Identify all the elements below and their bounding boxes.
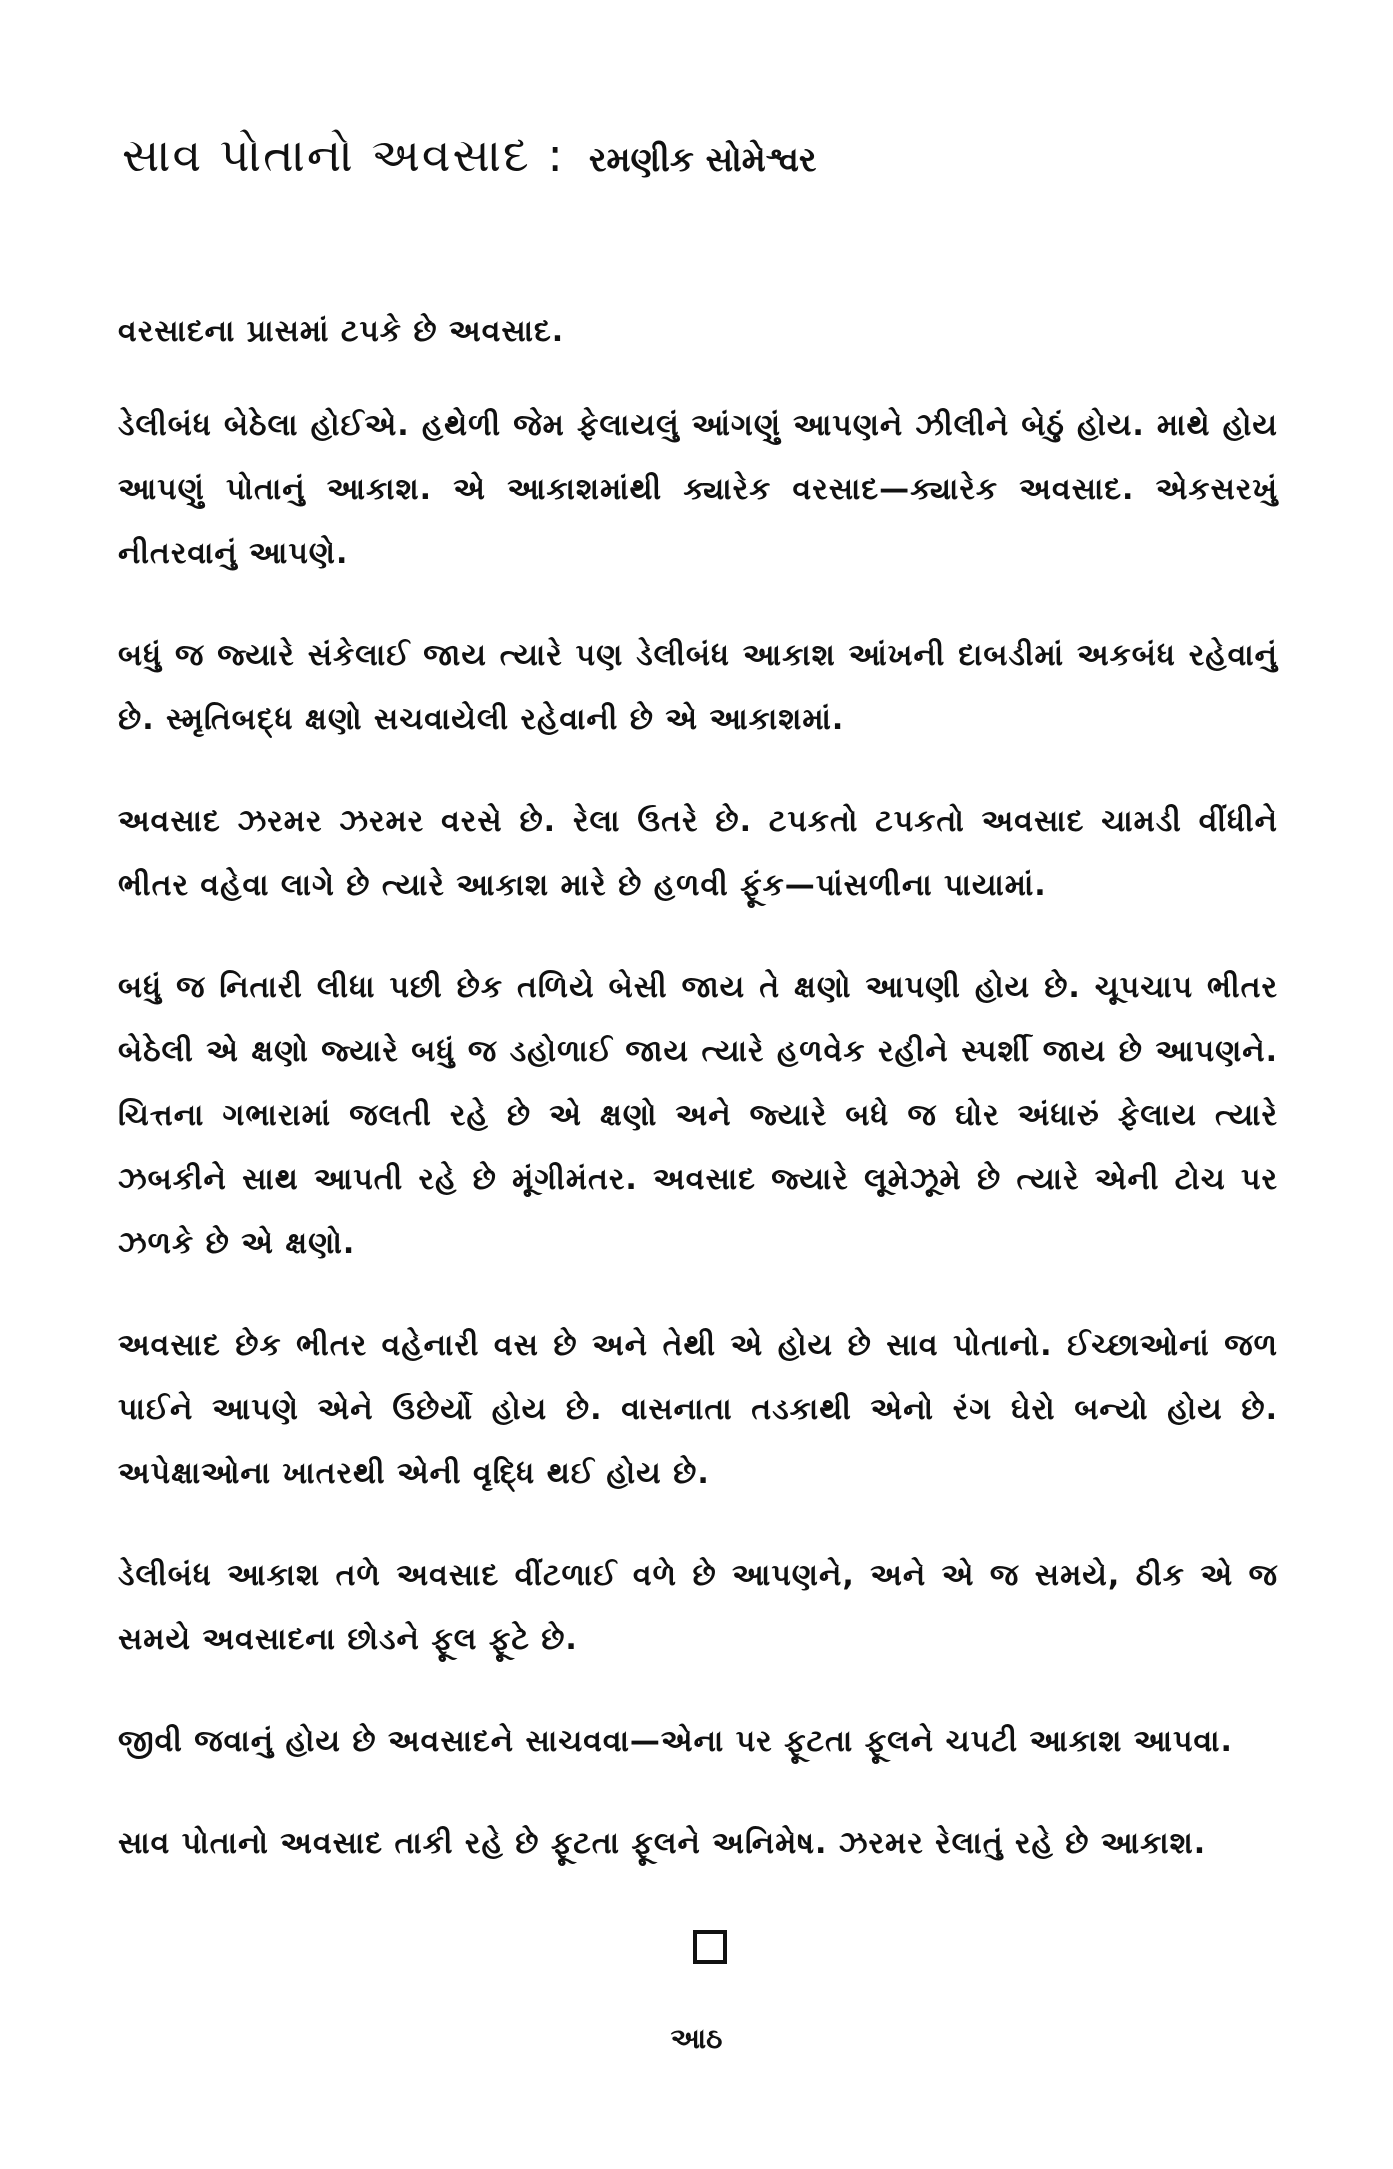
paragraph: ડેલીબંધ આકાશ તળે અવસાદ વીંટળાઈ વળે છે આપણને, અને એ જ સમયે, ઠીક એ જ સમયે અવસાદના છોડને ફૂલ ફૂટે છે.	[118, 1558, 1278, 1657]
page-number: આઠ	[670, 2022, 723, 2055]
paragraph: જીવી જવાનું હોય છે અવસાદને સાચવવા—એના પર ફૂટતા ફૂલને ચપટી આકાશ આપવા.	[118, 1724, 1233, 1759]
paragraph: બધું જ જ્યારે સંકેલાઈ જાય ત્યારે પણ ડેલીબંધ આકાશ આંખની દાબડીમાં અકબંધ રહેવાનું છે. સ્મૃતિબદ્ધ ક્ષણો સચવાયેલી રહેવાની છે એ આકાશમાં.	[118, 638, 1278, 737]
author-name: રમણીક સોમેશ્વર	[588, 140, 817, 180]
paragraph: અવસાદ ઝરમર ઝરમર વરસે છે. રેલા ઉતરે છે. ટપકતો ટપકતો અવસાદ ચામડી વીંધીને ભીતર વહેવા લાગે છે ત્યારે આકાશ મારે છે હળવી ફૂંક—પાંસળીના પાયામાં.	[118, 804, 1278, 903]
body-text	[118, 300, 1278, 1914]
paragraph: બધું જ નિતારી લીધા પછી છેક તળિયે બેસી જાય તે ક્ષણો આપણી હોય છે. ચૂપચાપ ભીતર બેઠેલી એ ક્ષણો જ્યારે બધું જ ડહોળાઈ જાય ત્યારે હળવેક રહીને સ્પર્શી જાય છે આપણને. ચિત્તના ગભારામાં જલતી રહે છે એ ક્ષણો અને જ્યારે બધે જ ઘોર અંધારું ફેલાય ત્યારે ઝબકીને સાથ આપતી રહે છે મૂંગીમંતર. અવસાદ જ્યારે લૂમેઝૂમે છે ત્યારે એની ટોચ પર ઝળકે છે એ ક્ષણો.	[118, 970, 1278, 1261]
end-of-text-square-icon	[693, 1930, 727, 1964]
page-title: સાવ પોતાનો અવસાદ :	[122, 128, 565, 182]
paragraph: અવસાદ છેક ભીતર વહેનારી વસ છે અને તેથી એ હોય છે સાવ પોતાનો. ઈચ્છાઓનાં જળ પાઈને આપણે એને ઉછેર્યો હોય છે. વાસનાતા તડકાથી એનો રંગ ઘેરો બન્યો હોય છે. અપેક્ષાઓના ખાતરથી એની વૃદ્ધિ થઈ હોય છે.	[118, 1328, 1278, 1491]
title-row	[122, 128, 1272, 184]
paragraph: વરસાદના પ્રાસમાં ટપકે છે અવસાદ.	[118, 314, 565, 349]
paragraph: ડેલીબંધ બેઠેલા હોઈએ. હથેળી જેમ ફેલાયલું આંગણું આપણને ઝીલીને બેઠું હોય. માથે હોય આપણું પોતાનું આકાશ. એ આકાશમાંથી ક્યારેક વરસાદ—ક્યારેક અવસાદ. એકસરખું નીતરવાનું આપણે.	[118, 408, 1278, 571]
paragraph: સાવ પોતાનો અવસાદ તાકી રહે છે ફૂટતા ફૂલને અનિમેષ. ઝરમર રેલાતું રહે છે આકાશ.	[118, 1826, 1207, 1861]
